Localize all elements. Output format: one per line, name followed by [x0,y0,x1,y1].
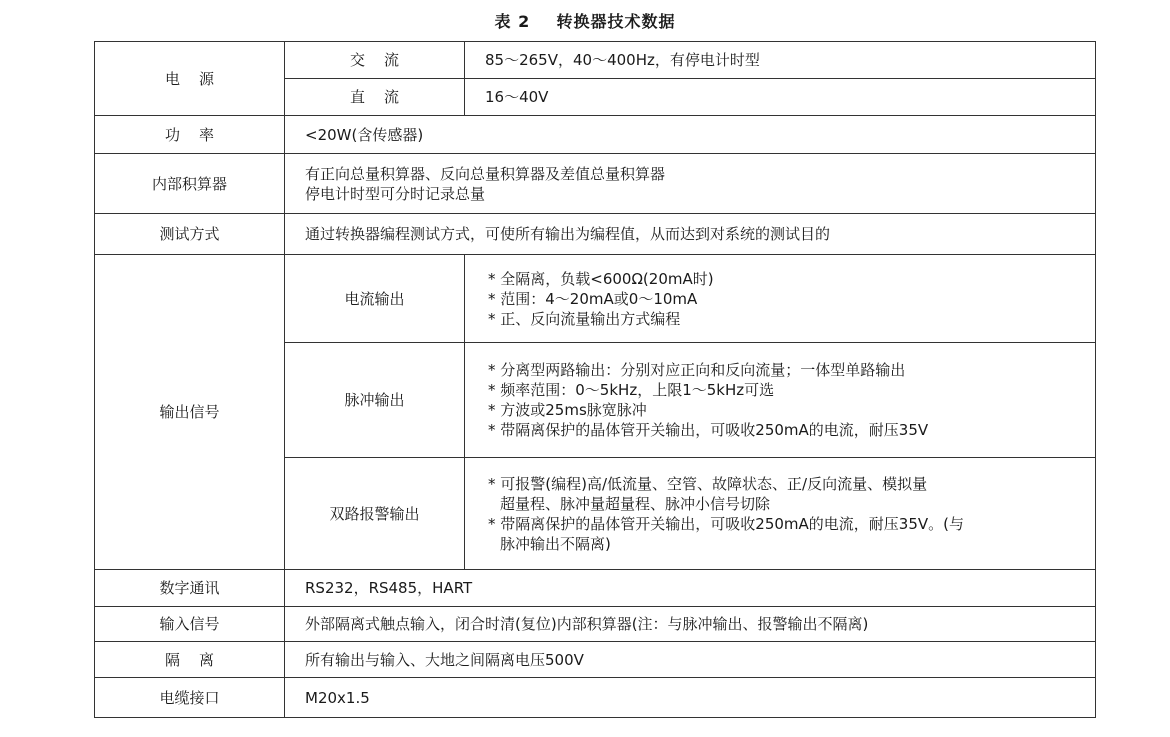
list-item: * 方波或25ms脉宽脉冲 [488,401,647,419]
output-alarm-value [465,458,1096,570]
list-item: * 全隔离，负载<600Ω(20mA时) [488,269,714,288]
power-dc-value: 16～40V [465,79,1096,116]
cable-value: M20x1.5 [285,678,1096,718]
output-current-label: 电流输出 [285,255,465,343]
output-pulse-value [465,343,1096,458]
test-mode-value: 通过转换器编程测试方式，可使所有输出为编程值，从而达到对系统的测试目的 [285,214,1096,255]
power-ac-label: 交 流 [285,42,465,79]
table-row [95,255,1096,343]
list-item: * 带隔离保护的晶体管开关输出，可吸收250mA的电流，耐压35V [488,421,929,439]
cable-label: 电缆接口 [95,678,285,718]
test-mode-label: 测试方式 [95,214,285,255]
totalizer-line: 有正向总量积算器、反向总量积算器及差值总量积算器 [305,164,666,183]
output-pulse-label: 脉冲输出 [285,343,465,458]
list-item: * 可报警(编程)高/低流量、空管、故障状态、正/反向流量、模拟量 [488,474,928,493]
table-row [95,642,1096,678]
list-item: * 频率范围：0～5kHz，上限1～5kHz可选 [488,381,775,399]
totalizer-value [285,154,1096,214]
table-row [95,607,1096,642]
table-caption: 表 2 转换器技术数据 [494,12,676,31]
list-item: * 正、反向流量输出方式编程 [488,309,681,328]
table-row [95,154,1096,214]
power-label: 电 源 [95,42,285,116]
output-label: 输出信号 [95,255,285,570]
isolation-label: 隔 离 [95,642,285,678]
list-item-continuation: 脉冲输出不隔离) [500,534,611,553]
comm-value: RS232，RS485，HART [285,570,1096,607]
isolation-value: 所有输出与输入、大地之间隔离电压500V [285,642,1096,678]
table-row [95,42,1096,79]
list-item: * 带隔离保护的晶体管开关输出，可吸收250mA的电流，耐压35V。(与 [488,514,964,533]
spec-table [94,41,1096,718]
table-row [95,214,1096,255]
list-item: * 分离型两路输出：分别对应正向和反向流量；一体型单路输出 [488,361,906,379]
input-label: 输入信号 [95,607,285,642]
table-row [95,678,1096,718]
list-item: * 范围：4～20mA或0～10mA [488,289,698,308]
comm-label: 数字通讯 [95,570,285,607]
list-item-continuation: 超量程、脉冲量超量程、脉冲小信号切除 [500,494,771,513]
totalizer-line: 停电计时型可分时记录总量 [305,184,486,203]
power-ac-value: 85～265V，40～400Hz，有停电计时型 [465,42,1096,79]
totalizer-label: 内部积算器 [95,154,285,214]
wattage-value: <20W(含传感器) [285,116,1096,154]
input-value: 外部隔离式触点输入，闭合时清(复位)内部积算器(注：与脉冲输出、报警输出不隔离) [285,607,1096,642]
table-row [95,116,1096,154]
table-row [95,570,1096,607]
power-dc-label: 直 流 [285,79,465,116]
output-current-value [465,255,1096,343]
wattage-label: 功 率 [95,116,285,154]
output-alarm-label: 双路报警输出 [285,458,465,570]
